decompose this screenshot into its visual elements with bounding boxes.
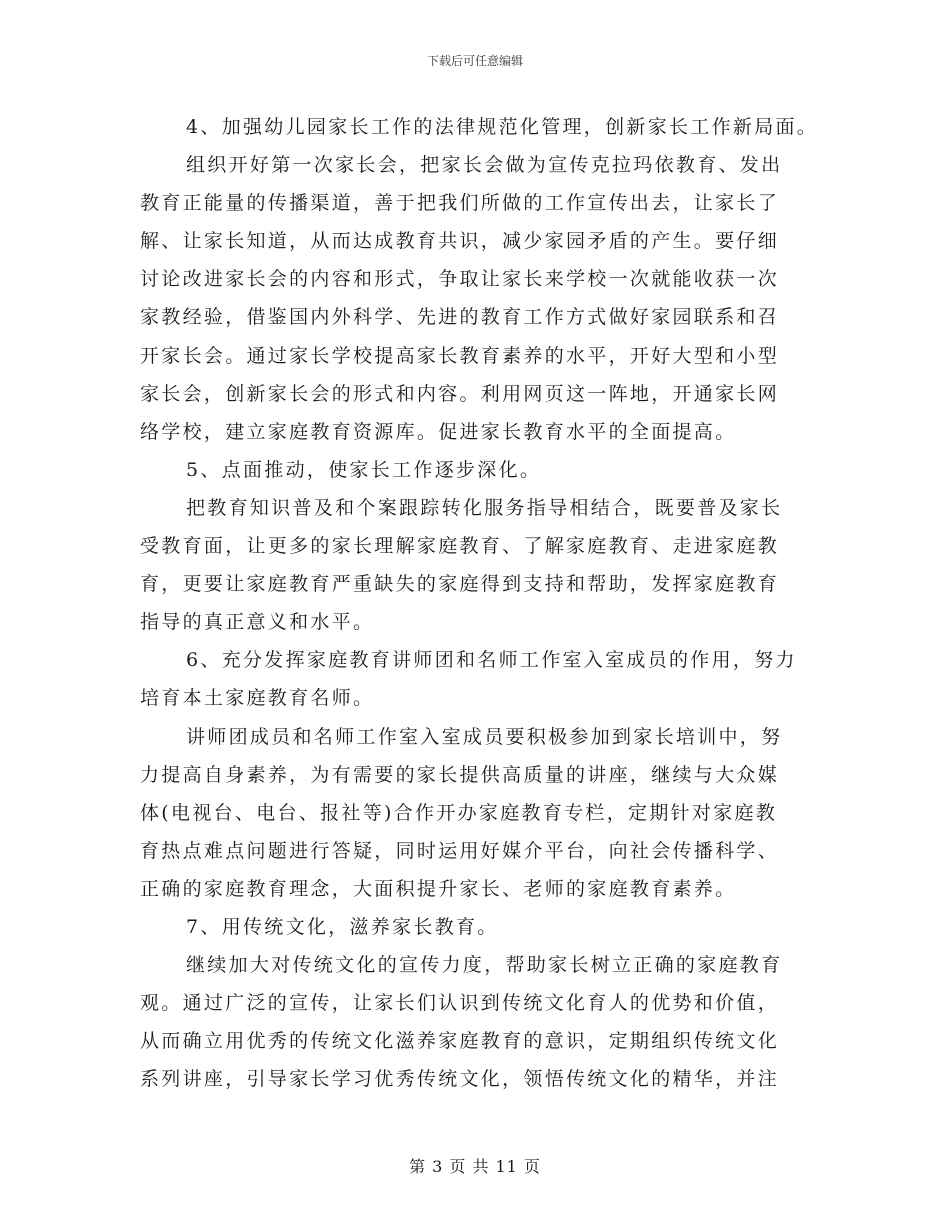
text-line: 6、充分发挥家庭教育讲师团和名师工作室入室成员的作用，努力 (186, 649, 797, 672)
text-line: 5、点面推动，使家长工作逐步深化。 (186, 458, 542, 481)
text-line: 指导的真正意义和水平。 (140, 611, 375, 634)
text-line: 育，更要让家庭教育严重缺失的家庭得到支持和帮助，发挥家庭教育 (140, 573, 780, 596)
text-line: 体(电视台、电台、报社等)合作开办家庭教育专栏，定期针对家庭教 (140, 801, 778, 824)
text-line: 把教育知识普及和个案跟踪转化服务指导相结合，既要普及家长 (186, 496, 783, 519)
text-line: 7、用传统文化，滋养家长教育。 (186, 915, 499, 938)
text-line: 受教育面，让更多的家长理解家庭教育、了解家庭教育、走进家庭教 (140, 535, 780, 558)
text-line: 观。通过广泛的宣传，让家长们认识到传统文化育人的优势和价值， (140, 992, 780, 1015)
text-line: 开家长会。通过家长学校提高家长教育素养的水平，开好大型和小型 (140, 344, 780, 367)
text-line: 家教经验，借鉴国内外科学、先进的教育工作方式做好家园联系和召 (140, 306, 780, 329)
text-line: 讨论改进家长会的内容和形式，争取让家长来学校一次就能收获一次 (140, 268, 780, 291)
text-line: 培育本土家庭教育名师。 (140, 687, 375, 710)
footer-prefix: 第 (409, 1157, 427, 1176)
text-line: 系列讲座，引导家长学习优秀传统文化，领悟传统文化的精华，并注 (140, 1068, 780, 1091)
text-line: 4、加强幼儿园家长工作的法律规范化管理，创新家长工作新局面。 (186, 116, 819, 138)
text-line: 继续加大对传统文化的宣传力度，帮助家长树立正确的家庭教育 (186, 954, 783, 977)
text-line: 力提高自身素养，为有需要的家长提供高质量的讲座，继续与大众媒 (140, 763, 780, 786)
text-line: 解、让家长知道，从而达成教育共识，减少家园矛盾的产生。要仔细 (140, 230, 780, 253)
text-line: 组织开好第一次家长会，把家长会做为宣传克拉玛依教育、发出 (186, 154, 783, 177)
text-line: 家长会，创新家长会的形式和内容。利用网页这一阵地，开通家长网 (140, 382, 780, 405)
text-line: 从而确立用优秀的传统文化滋养家庭教育的意识，定期组织传统文化 (140, 1030, 780, 1053)
text-line: 络学校，建立家庭教育资源库。促进家长教育水平的全面提高。 (140, 420, 737, 443)
footer-page-number: 3 (432, 1157, 444, 1176)
text-line: 讲师团成员和名师工作室入室成员要积极参加到家长培训中，努 (186, 725, 783, 748)
document-body (140, 108, 819, 1098)
text-line: 正确的家庭教育理念，大面积提升家长、老师的家庭教育素养。 (140, 877, 737, 900)
footer-middle: 页 共 (449, 1157, 490, 1176)
text-line: 教育正能量的传播渠道，善于把我们所做的工作宣传出去，让家长了 (140, 192, 780, 215)
text-line: 育热点难点问题进行答疑，同时运用好媒介平台，向社会传播科学、 (140, 839, 780, 862)
page-header: 下载后可任意编辑 (426, 54, 523, 68)
footer-total-pages: 11 (495, 1157, 518, 1176)
page-footer (0, 1154, 950, 1177)
footer-suffix: 页 (523, 1157, 541, 1176)
